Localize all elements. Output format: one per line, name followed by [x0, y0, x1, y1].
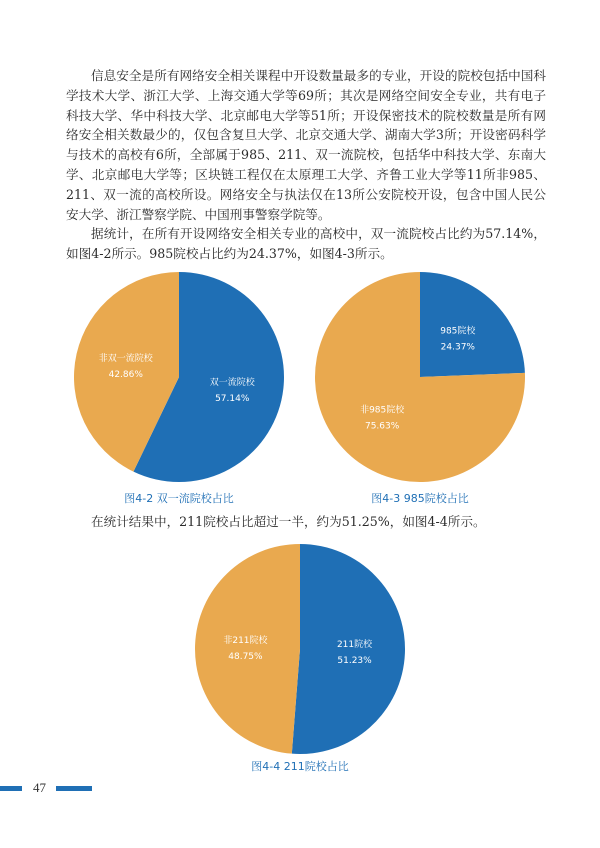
body-text-middle: [66, 512, 546, 532]
pie-slice-label-1-0: 985院校: [440, 326, 476, 337]
pie-chart-svg-3: [194, 543, 406, 755]
pie-slice-value-1-1: 75.63%: [364, 421, 400, 432]
pie-slice-value-2-0: 51.23%: [337, 656, 372, 667]
pie-chart-svg-1: [73, 271, 285, 483]
pie-chart-211: [194, 543, 406, 755]
paragraph-3: 在统计结果中，211院校占比超过一半，约为51.25%，如图4-4所示。: [91, 514, 486, 529]
footer-bar-left: [0, 786, 22, 791]
pie-slice-value-0-1: 42.86%: [108, 369, 143, 380]
pie-chart-svg-2: [314, 271, 526, 483]
pie-chart-double-first-class: [73, 271, 285, 483]
figure-caption-4-4: 图4-4 211院校占比: [251, 760, 349, 773]
pie-slice-1-0: [420, 272, 525, 377]
paragraph-1: 信息安全是所有网络安全相关课程中开设数量最多的专业，开设的院校包括中国科学技术大学、浙江大学、上海交通大学等69所；其次是网络空间安全专业，共有电子科技大学、华中科技大学、北京邮电大学等51所；开设保密技术的院校数量是所有网络安全相关数最少的，仅包含复旦大学、北京交通大学、湖南大学3所；开设密码科学与技术的高校有6所，全部属于985、211、双一流院校，包括华中科技大学、东南大学、北京邮电大学等；区块链工程仅在太原理工大学、齐鲁工业大学等11所非985、211、双一流的高校所设。网络安全与执法仅在13所公安院校开设，包含中国人民公安大学、浙江警察学院、中国刑事警察学院等。: [66, 68, 546, 222]
pie-slice-label-2-0: 211院校: [336, 640, 373, 651]
pie-slice-label-0-1: 非双一流院校: [98, 353, 153, 364]
pie-slice-label-1-1: 非985院校: [360, 405, 405, 416]
footer-bar-right: [56, 786, 92, 791]
pie-chart-985: [314, 271, 526, 483]
page-number: 47: [33, 780, 46, 795]
pie-slice-label-2-1: 非211院校: [223, 635, 268, 646]
pie-slice-label-0-0: 双一流院校: [209, 378, 255, 389]
pie-slice-value-1-0: 24.37%: [440, 342, 476, 353]
pie-slice-value-0-0: 57.14%: [215, 394, 250, 405]
paragraph-2: 据统计，在所有开设网络安全相关专业的高校中，双一流院校占比约为57.14%，如图4-2所示。985院校占比约为24.37%，如图4-3所示。: [66, 226, 546, 262]
body-text-top: [66, 66, 546, 264]
pie-slice-value-2-1: 48.75%: [228, 651, 263, 662]
pie-slice-2-1: [195, 544, 300, 754]
figure-caption-4-3: 图4-3 985院校占比: [371, 492, 469, 505]
figure-caption-4-2: 图4-2 双一流院校占比: [124, 492, 234, 505]
